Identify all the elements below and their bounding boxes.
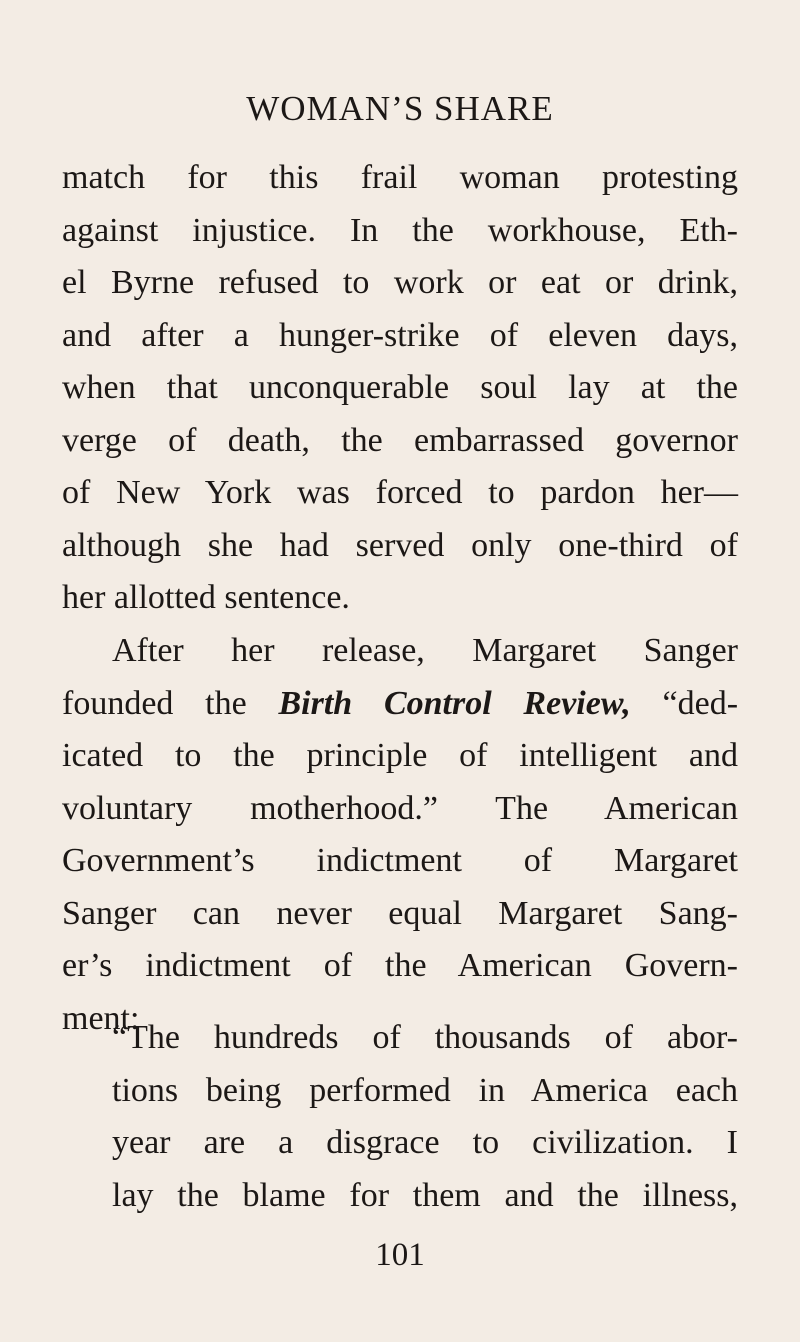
running-head: WOMAN’S SHARE [246,89,554,128]
text-line: when that unconquerable soul lay at the [62,369,738,406]
text-line: verge of death, the embarrassed governor [62,421,738,459]
quote-line: year are a disgrace to civilization. I [112,1124,738,1161]
text-line: er’s indictment of the American Govern- [62,947,738,984]
text-segment: founded the [62,684,279,722]
text-line: match for this frail woman protesting [62,159,738,196]
text-segment: “ded- [630,684,739,722]
paragraph-1 [62,152,738,625]
text-line: Sanger can never equal Margaret Sang- [62,894,738,932]
text-line: ment: [62,999,140,1037]
text-line: although she had served only one-third of [62,526,738,564]
text-line: After her release, Margaret Sanger [112,632,738,669]
journal-title: Birth Control Review, [278,684,631,722]
quote-line: lay the blame for them and the illness, [112,1176,738,1214]
block-quote [112,1012,738,1222]
paragraph-2 [62,625,738,1045]
text-line: Government’s indictment of Margaret [62,842,738,879]
text-line: el Byrne refused to work or eat or drink, [62,264,738,301]
text-line: icated to the principle of intelligent and [62,737,738,774]
text-line: voluntary motherhood.” The American [62,789,738,827]
text-line: and after a hunger-strike of eleven days, [62,316,738,354]
text-line-with-title [62,678,738,731]
text-line: against injustice. In the workhouse, Eth- [62,211,738,249]
text-line: of New York was forced to pardon her— [62,474,738,511]
quote-line: “The hundreds of thousands of abor- [112,1019,738,1056]
quote-line: tions being performed in America each [112,1071,738,1109]
text-line: her allotted sentence. [62,579,350,616]
page-number: 101 [375,1237,425,1273]
